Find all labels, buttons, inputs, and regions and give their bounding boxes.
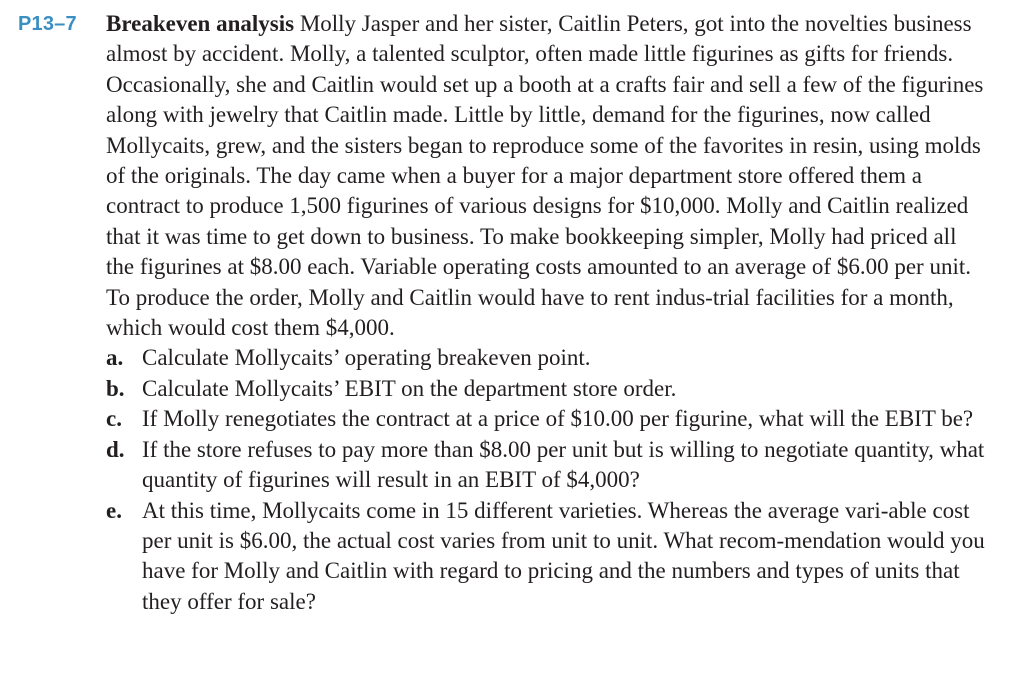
problem-intro-text: Molly Jasper and her sister, Caitlin Peters, got into the novelties business almost by accident. Molly, a talented sculptor, often made little figurines as gifts for friends. Occasionally, she and Caitlin would set up a booth at a crafts fair and sell a few of the figurines along with jewelry that Caitlin made. Little by little, demand for the figurines, now called Mollycaits, grew, and the sisters began to reproduce some of the favorites in resin, using molds of the originals. The day came when a buyer for a major department store offered them a contract to produce 1,500 figurines of various designs for $10,000. Molly and Caitlin realized that it was time to get down to business. To make bookkeeping simpler, Molly had priced all the figurines at $8.00 each. Variable operating costs amounted to an average of $6.00 per unit. To produce the order, Molly and Caitlin would have to rent indus-trial facilities for a month, which would cost them $4,000. [106,11,984,341]
part-letter: c. [106,406,122,432]
part-text: If Molly renegotiates the contract at a price of $10.00 per figurine, what will the EBIT be? [142,406,974,432]
part-text: If the store refuses to pay more than $8.00 per unit but is willing to negotiate quantity, what quantity of figurines will result in an EBIT of $4,000? [142,436,985,493]
part-text: Calculate Mollycaits’ operating breakeven point. [142,345,591,371]
part-letter: e. [106,497,122,523]
part-text: Calculate Mollycaits’ EBIT on the department store order. [142,375,677,401]
problem-part-b [106,374,986,404]
part-letter: b. [106,375,125,401]
part-text: At this time, Mollycaits come in 15 different varieties. Whereas the average vari-able cost per unit is $6.00, the actual cost varies from unit to unit. What recom-mendation would you have for Molly and Caitlin with regard to pricing and the numbers and types of units that they offer for sale? [142,497,985,614]
problem-number: P13–7 [18,13,77,35]
problem-parts-list [106,343,986,617]
part-letter: d. [106,436,125,462]
problem-part-c [106,404,986,434]
problem-part-d [106,435,986,496]
problem-part-e [106,496,986,618]
problem-part-a [106,343,986,373]
problem-title: Breakeven analysis [106,11,295,36]
problem-body [106,9,986,617]
problem-intro-paragraph [106,9,986,343]
part-letter: a. [106,345,124,371]
